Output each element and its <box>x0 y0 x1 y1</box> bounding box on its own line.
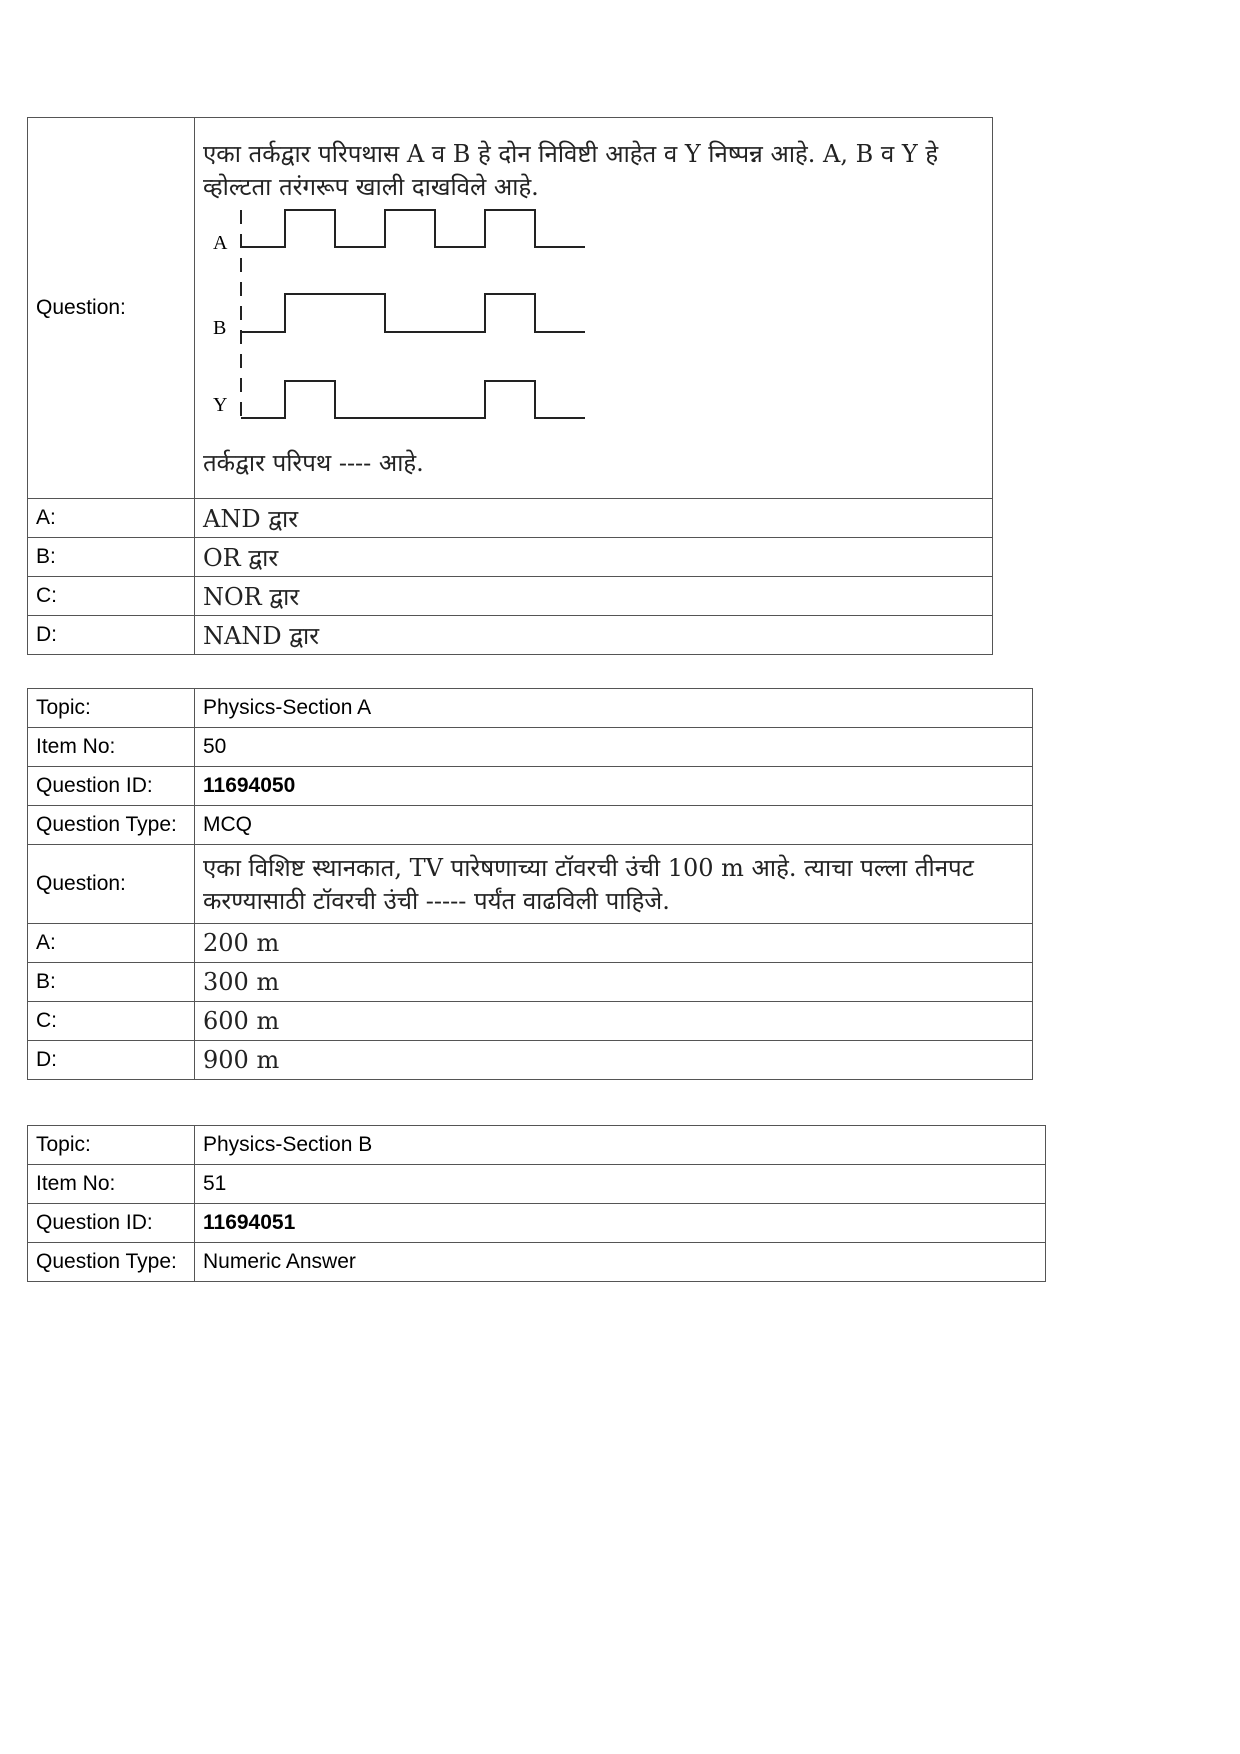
option-b-value: OR द्वार <box>195 538 993 577</box>
option-row <box>28 499 993 538</box>
waveform-diagram <box>203 208 603 443</box>
table-row <box>28 1126 1046 1165</box>
waveform-label-y: Y <box>213 394 228 416</box>
option-row <box>28 924 1033 963</box>
table-row <box>28 767 1033 806</box>
table-row <box>28 728 1033 767</box>
option-a-label: A: <box>28 924 195 963</box>
question-table-3 <box>27 1125 1046 1282</box>
option-row <box>28 1002 1033 1041</box>
option-d-value: NAND द्वार <box>195 616 993 655</box>
item-no-value: 50 <box>195 728 1033 767</box>
option-row <box>28 538 993 577</box>
option-a-label: A: <box>28 499 195 538</box>
option-c-value: 600 m <box>195 1002 1033 1041</box>
waveform-label-a: A <box>213 232 228 254</box>
option-a-value: 200 m <box>195 924 1033 963</box>
question-type-value: Numeric Answer <box>195 1243 1046 1282</box>
waveform-y <box>241 381 585 418</box>
question-type-value: MCQ <box>195 806 1033 845</box>
question-line-3: तर्कद्वार परिपथ ---- आहे. <box>203 449 424 477</box>
option-b-label: B: <box>28 963 195 1002</box>
question-type-label: Question Type: <box>28 806 195 845</box>
item-no-label: Item No: <box>28 728 195 767</box>
option-d-label: D: <box>28 616 195 655</box>
question-cell <box>195 845 1033 924</box>
question-line-1: एका विशिष्ट स्थानकात, TV पारेषणाच्या टॉवरची उंची 100 m आहे. त्याचा पल्ला तीनपट <box>203 854 974 882</box>
waveform-label-b: B <box>213 317 227 339</box>
table-row <box>28 1165 1046 1204</box>
option-row <box>28 577 993 616</box>
topic-value: Physics-Section A <box>195 689 1033 728</box>
option-c-label: C: <box>28 577 195 616</box>
question-label: Question: <box>28 118 195 499</box>
option-c-value: NOR द्वार <box>195 577 993 616</box>
question-id-value: 11694050 <box>195 767 1033 806</box>
option-b-label: B: <box>28 538 195 577</box>
question-id-label: Question ID: <box>28 1204 195 1243</box>
question-line-2: करण्यासाठी टॉवरची उंची ----- पर्यंत वाढविली पाहिजे. <box>203 887 670 915</box>
option-d-value: 900 m <box>195 1041 1033 1080</box>
question-table-1 <box>27 117 993 655</box>
question-line-2: व्होल्टता तरंगरूप खाली दाखविले आहे. <box>203 173 539 201</box>
question-type-label: Question Type: <box>28 1243 195 1282</box>
table-row <box>28 1204 1046 1243</box>
table-row <box>28 1243 1046 1282</box>
table-row <box>28 845 1033 924</box>
option-a-value: AND द्वार <box>195 499 993 538</box>
waveform-a <box>241 210 585 247</box>
question-id-value: 11694051 <box>195 1204 1046 1243</box>
table-row <box>28 689 1033 728</box>
topic-label: Topic: <box>28 689 195 728</box>
option-b-value: 300 m <box>195 963 1033 1002</box>
question-id-label: Question ID: <box>28 767 195 806</box>
item-no-value: 51 <box>195 1165 1046 1204</box>
question-label: Question: <box>28 845 195 924</box>
question-table-2 <box>27 688 1033 1080</box>
topic-label: Topic: <box>28 1126 195 1165</box>
option-d-label: D: <box>28 1041 195 1080</box>
topic-value: Physics-Section B <box>195 1126 1046 1165</box>
option-row <box>28 616 993 655</box>
question-cell <box>195 118 993 499</box>
option-row <box>28 1041 1033 1080</box>
question-line-1: एका तर्कद्वार परिपथास A व B हे दोन निविष्टी आहेत व Y निष्पन्न आहे. A, B व Y हे <box>203 140 939 168</box>
option-row <box>28 963 1033 1002</box>
option-c-label: C: <box>28 1002 195 1041</box>
item-no-label: Item No: <box>28 1165 195 1204</box>
table-row <box>28 806 1033 845</box>
waveform-b <box>241 294 585 332</box>
